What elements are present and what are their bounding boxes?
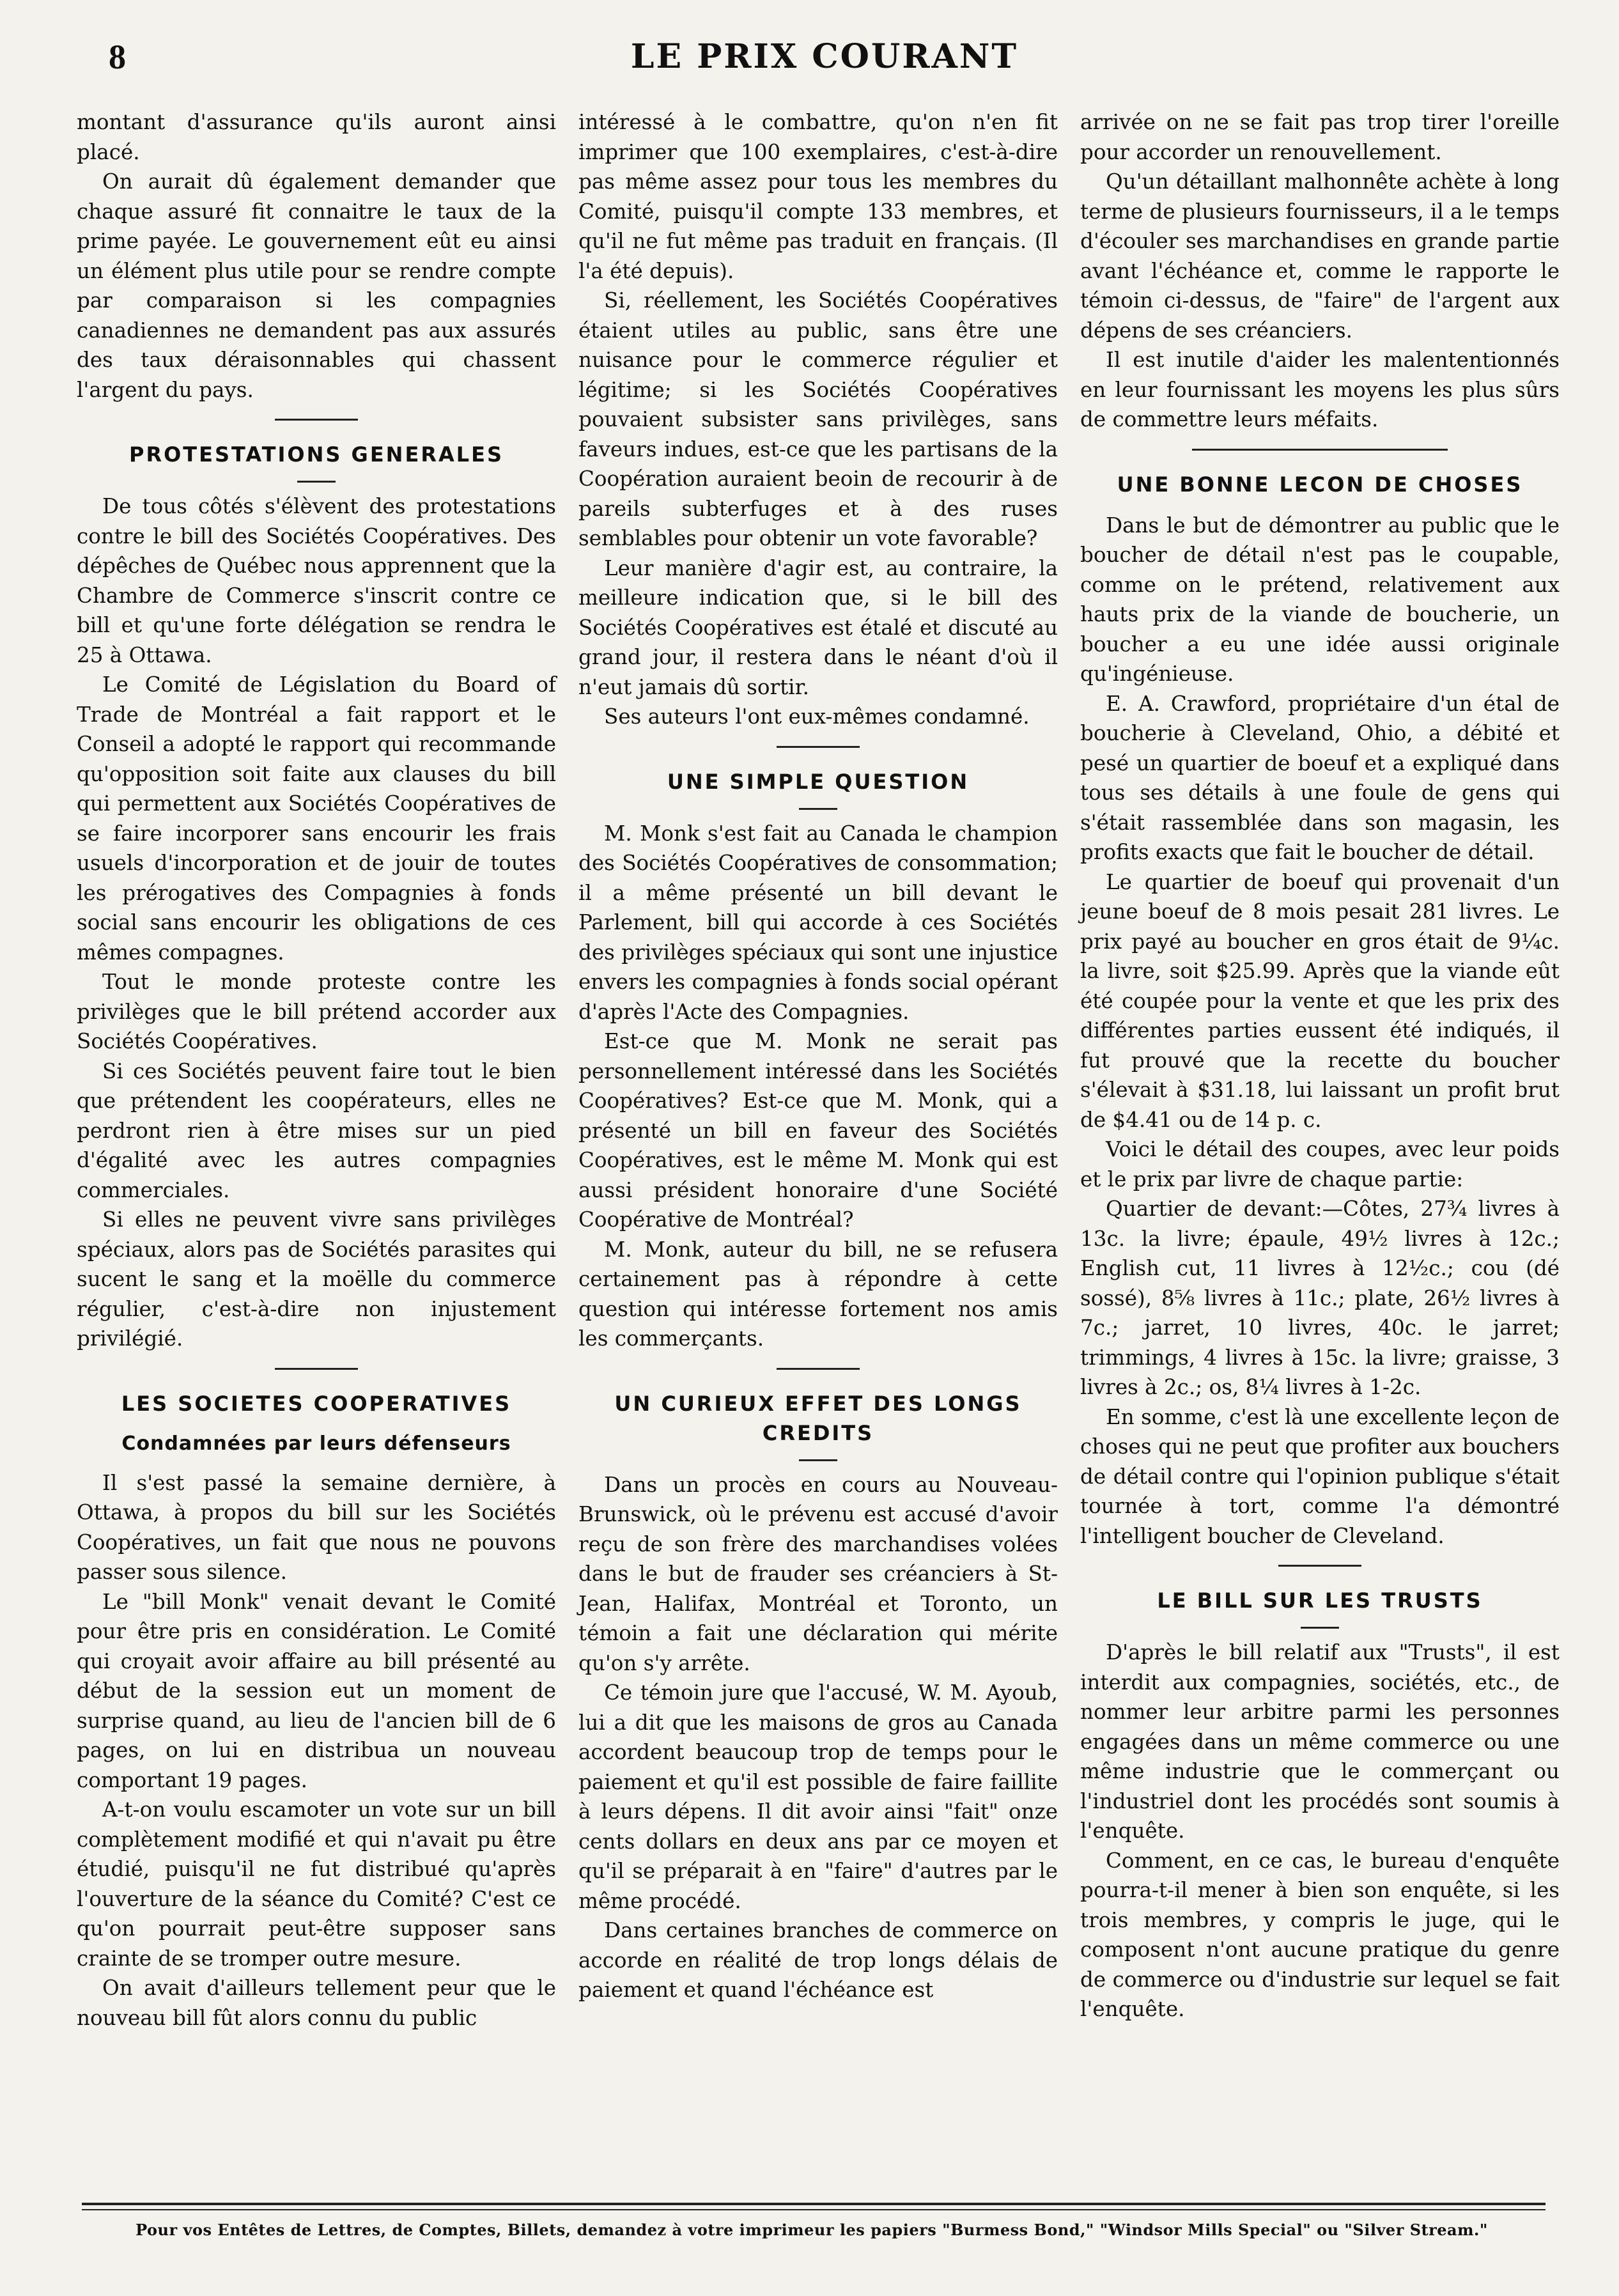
divider [297,481,336,483]
divider [777,746,860,748]
paragraph: Ce témoin jure que l'accusé, W. M. Ayoub, lui a dit que les maisons de gros au Canada accordent beaucoup trop de temps pour le paiement et qu'il est possible de faire faillite à leurs dépens. Il dit avoir ainsi "fait" onze cents dollars en deux ans par ce moyen et qu'il se préparait à en "faire" d'autres par le même procédé. [578,1680,1058,1913]
column-1 [77,107,556,2033]
column-3 [1080,107,1560,2024]
section-subheading: Condamnées par leurs défenseurs [121,1432,511,1455]
section-heading-protestations: PROTESTATIONS GENERALES [128,442,504,467]
divider [275,419,358,421]
paragraph: Qu'un détaillant malhonnête achète à long terme de plusieurs fournisseurs, il a le temps d'écouler ses marchandises en grande partie avant l'échéance et, comme le rapporte le témoin ci-dessus, de "faire" de l'argent aux dépens de ses créanciers. [1080,169,1560,343]
paragraph: montant d'assurance qu'ils auront ainsi placé. [77,110,556,164]
paragraph: Si elles ne peuvent vivre sans privilèges spéciaux, alors pas de Sociétés parasites qui sucent le sang et la moëlle du commerce régulier, c'est-à-dire non injustement privilégié. [77,1207,556,1351]
paragraph: Dans certaines branches de commerce on accorde en réalité de trop longs délais de paiement et quand l'échéance est [578,1918,1058,2002]
paragraph: M. Monk, auteur du bill, ne se refusera certainement pas à répondre à cette question qui intéresse fortement nos amis les commerçants. [578,1237,1058,1351]
page-header [96,37,1553,88]
section-heading-societes: LES SOCIETES COOPERATIVES [121,1391,512,1416]
paragraph: Ses auteurs l'ont eux-mêmes condamné. [604,704,1030,729]
paragraph: A-t-on voulu escamoter un vote sur un bill complètement modifié et qui n'avait pu être étudié, puisqu'il ne fut distribué qu'après l'ouverture de la séance du Comité? C'est ce qu'on pourrait peut-être supposer sans crainte de se tromper outre mesure. [77,1797,556,1971]
paragraph: De tous côtés s'élèvent des protestations contre le bill des Sociétés Coopératives. Des dépêches de Québec nous apprennent que la Chambre de Commerce s'inscrit contre ce bill et qu'une forte délégation se rendra le 25 à Ottawa. [77,494,556,667]
section-heading-curieux: UN CURIEUX EFFET DES LONGS CREDITS [614,1391,1022,1445]
section-heading-trusts: LE BILL SUR LES TRUSTS [1157,1588,1483,1613]
divider [1278,1565,1361,1567]
paragraph: En somme, c'est là une excellente leçon de choses qui ne peut que profiter aux bouchers de détail contre qui l'opinion publique s'était tournée à tort, comme l'a démontré l'intelligent boucher de Cleveland. [1080,1404,1560,1548]
paragraph: On avait d'ailleurs tellement peur que le nouveau bill fût alors connu du public [77,1976,556,2030]
paragraph: Voici le détail des coupes, avec leur poids et le prix par livre de chaque partie: [1080,1137,1560,1191]
paragraph: Il est inutile d'aider les malententionnés en leur fournissant les moyens les plus sûrs de commettre leurs méfaits. [1080,348,1560,431]
divider [799,1459,837,1461]
divider [1301,1627,1339,1629]
column-2 [578,107,1058,2005]
divider [799,808,837,810]
divider [777,1368,860,1370]
paragraph: Est-ce que M. Monk ne serait pas personnellement intéressé dans les Sociétés Coopératives? Est-ce que M. Monk, qui a présenté un bill en faveur des Sociétés Coopératives, est le même M. Monk qui est aussi président honoraire d'une Société Coopérative de Montréal? [578,1029,1058,1232]
paragraph: Le Comité de Législation du Board of Trade de Montréal a fait rapport et le Conseil a adopté le rapport qui recommande qu'opposition soit faite aux clauses du bill qui permettent aux Sociétés Coopératives de se faire incorporer sans encourir les frais usuels d'incorporation et de jouir de toutes les prérogatives des Compagnies à fonds social sans encourir les obligations de ces mêmes compagnes. [77,672,556,965]
paragraph: Si, réellement, les Sociétés Coopératives étaient utiles au public, sans être une nuisance pour le commerce régulier et légitime; si les Sociétés Coopératives pouvaient subsister sans privilèges, sans faveurs indues, est-ce que les partisans de la Coopération auraient beoin de recourir à de pareils subterfuges et à des ruses semblables pour obtenir un vote favorable? [578,288,1058,550]
newspaper-title: LE PRIX COURANT [630,37,1019,76]
paragraph: Dans le but de démontrer au public que le boucher de détail n'est pas le coupable, comme on le prétend, relativement aux hauts prix de la viande de boucherie, un boucher a eu une idée aussi originale qu'ingénieuse. [1080,513,1560,686]
paragraph: arrivée on ne se fait pas trop tirer l'oreille pour accorder un renouvellement. [1080,110,1560,164]
footer-rule [82,2203,1545,2205]
paragraph: Le quartier de boeuf qui provenait d'un jeune boeuf de 8 mois pesait 281 livres. Le prix payé au boucher en gros était de 9¼c. la livre, soit $25.99. Après que la viande eût été coupée pour la vente et que les prix des différentes parties eussent été indiqués, il fut prouvé que la recette du boucher s'élevait à $31.18, lui laissant un profit brut de $4.41 ou de 14 p. c. [1080,869,1560,1132]
section-heading-lecon: UNE BONNE LECON DE CHOSES [1117,472,1523,497]
paragraph: On aurait dû également demander que chaque assuré fit connaitre le taux de la prime payée. Le gouvernement eût eu ainsi un élément plus utile pour se rendre compte par comparaison si les compagnies canadiennes ne demandent pas aux assurés des taux déraisonnables qui chassent l'argent du pays. [77,169,556,402]
paragraph: Tout le monde proteste contre les privilèges que le bill prétend accorder aux Sociétés Coopératives. [77,970,556,1053]
page-number: 8 [109,38,126,76]
paragraph: M. Monk s'est fait au Canada le champion des Sociétés Coopératives de consommation; il a même présenté un bill devant le Parlement, bill qui accorde à ces Sociétés des privilèges spéciaux qui sont une injustice envers les compagnies à fonds social opérant d'après l'Acte des Compagnies. [578,821,1058,1024]
paragraph: Dans un procès en cours au Nouveau-Brunswick, où le prévenu est accusé d'avoir reçu de son frère des marchandises volées dans le but de frauder ses créanciers à St-Jean, Halifax, Montréal et Toronto, un témoin a fait une déclaration qui mérite qu'on s'y arrête. [578,1472,1058,1675]
paragraph: Le "bill Monk" venait devant le Comité pour être pris en considération. Le Comité qui croyait avoir affaire au bill présenté au début de la session eut un moment de surprise quand, au lieu de l'ancien bill de 6 pages, on lui en distribua un nouveau comportant 19 pages. [77,1589,556,1792]
paragraph: Si ces Sociétés peuvent faire tout le bien que prétendent les coopérateurs, elles ne perdront rien à être mises sur un pied d'égalité avec les autres compagnies commerciales. [77,1059,556,1202]
divider [275,1368,358,1370]
footer-advertisement: Pour vos Entêtes de Lettres, de Comptes, Billets, demandez à votre imprimeur les papiers "Burmess Bond," "Windsor Mills Special" ou "Silver Stream." [136,2221,1488,2239]
paragraph: intéressé à le combattre, qu'on n'en fit imprimer que 100 exemplaires, c'est-à-dire pas même assez pour tous les membres du Comité, puisqu'il compte 133 membres, et qu'il ne fut même pas traduit en français. (Il l'a été depuis). [578,110,1058,283]
paragraph: Il s'est passé la semaine dernière, à Ottawa, à propos du bill sur les Sociétés Coopératives, un fait que nous ne pouvons passer sous silence. [77,1470,556,1584]
paragraph: Leur manière d'agir est, au contraire, la meilleure indication que, si le bill des Sociétés Coopératives est étalé et discuté au grand jour, il restera dans le néant d'où il n'eut jamais dû sortir. [578,555,1058,699]
paragraph: D'après le bill relatif aux "Trusts", il est interdit aux compagnies, sociétés, etc., de nommer leur arbitre parmi les personnes engagées dans un même commerce ou une même industrie que le commerçant ou l'industriel dont les procédés sont soumis à l'enquête. [1080,1640,1560,1843]
paragraph: Comment, en ce cas, le bureau d'enquête pourra-t-il mener à bien son enquête, si les trois membres, y compris le juge, qui le composent n'ont aucune pratique du genre de commerce ou d'industrie sur lequel se fait l'enquête. [1080,1848,1560,2021]
paragraph: Quartier de devant:—Côtes, 27¾ livres à 13c. la livre; épaule, 49½ livres à 12c.; English cut, 11 livres à 12½c.; cou (dé sossé), 8⅝ livres à 11c.; plate, 26½ livres à 7c.; jarret, 10 livres, 40c. le jarret; trimmings, 4 livres à 15c. la livre; graisse, 3 livres à 2c.; os, 8¼ livres à 1-2c. [1080,1197,1560,1399]
paragraph: E. A. Crawford, propriétaire d'un étal de boucherie à Cleveland, Ohio, a débité et pesé un quartier de boeuf et a expliqué dans tous ses détails à une foule de gens qui s'était rassemblée dans son magasin, les profits exacts que fait le boucher de détail. [1080,691,1560,864]
section-heading-question: UNE SIMPLE QUESTION [667,769,970,794]
footer-rule [82,2209,1545,2210]
divider [1192,449,1448,451]
